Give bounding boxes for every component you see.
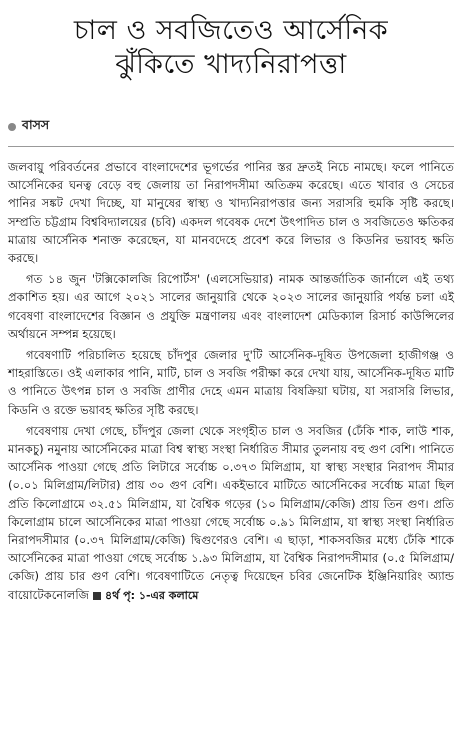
byline [8,118,454,136]
article-body [8,158,454,605]
paragraph-1: জলবায়ু পরিবর্তনের প্রভাবে বাংলাদেশের ভূগর্ভের পানির স্তর দ্রুতই নিচে নামছে। ফলে পানিতে আর্সেনিকের ঘনত্ব বেড়ে বহু জেলায় তা নিরাপদসীমা অতিক্রম করেছে। এতে খাবার ও সেচের পানির সঙ্কট দেখা দিচ্ছে, যা মানুষের স্বাস্থ্য ও খাদ্যনিরাপত্তার জন্য সরাসরি হুমকি সৃষ্টি করছে। সম্প্রতি চট্টগ্রাম বিশ্ববিদ্যালয়ের (চবি) একদল গবেষক দেশে উৎপাদিত চাল ও সবজিতেও ক্ষতিকর মাত্রায় আর্সেনিক শনাক্ত করেছেন, যা মানবদেহে প্রবেশ করে লিভার ও কিডনির ভয়াবহ ক্ষতি করছে। [8,160,454,266]
paragraph-3: গবেষণাটি পরিচালিত হয়েছে চাঁদপুর জেলার দু'টি আর্সেনিক-দূষিত উপজেলা হাজীগঞ্জ ও শাহরাস্তিতে। ওই এলাকার পানি, মাটি, চাল ও সবজি পরীক্ষা করে দেখা যায়, আর্সেনিক-দূষিত মাটি ও পানিতে উৎপন্ন চাল ও সবজি প্রাণীর দেহে এমন মাত্রায় বিষক্রিয়া ঘটায়, যা সরাসরি লিভার, কিডনি ও রক্তে ভয়াবহ ক্ষতির সৃষ্টি করছে। [8,348,454,417]
headline-line-2: ঝুঁকিতে খাদ্যনিরাপত্তা [115,49,347,80]
byline-source: বাসস [22,117,50,132]
paragraph-4-text: গবেষণায় দেখা গেছে, চাঁদপুর জেলা থেকে সংগৃহীত চাল ও সবজির (ঢেঁকি শাক, লাউ শাক, মানকচু) নমুনায় আর্সেনিকের মাত্রা বিশ্ব স্বাস্থ্য সংস্থা নির্ধারিত সীমার তুলনায় বহু গুণ বেশি। পানিতে আর্সেনিক পাওয়া গেছে প্রতি লিটারে সর্বোচ্চ ০.৩৭৩ মিলিগ্রাম, যা স্বাস্থ্য সংস্থার নিরাপদ সীমার (০.০১ মিলিগ্রাম/লিটার) প্রায় ৩০ গুণ বেশি। একইভাবে মাটিতে আর্সেনিকের সর্বোচ্চ মাত্রা ছিল প্রতি কিলোগ্রামে ৩২.৫১ মিলিগ্রাম, যা বৈশ্বিক গড়ের (১০ মিলিগ্রাম/কেজি) প্রায় তিন গুণ। প্রতি কিলোগ্রাম চালে আর্সেনিকের মাত্রা পাওয়া গেছে সর্বোচ্চ ০.৯১ মিলিগ্রাম, যা স্বাস্থ্য সংস্থা নির্ধারিত নিরাপদসীমার (০.৩৭ মিলিগ্রাম/কেজি) দ্বিগুণেরও বেশি। এ ছাড়া, শাকসবজির মধ্যে ঢেঁকি শাকে আর্সেনিকের মাত্রা পাওয়া গেছে সর্বোচ্চ ১.৯৩ মিলিগ্রাম, যা বৈশ্বিক নিরাপদসীমার (০.৫ মিলিগ্রাম/কেজি) প্রায় চার গুণ বেশি। গবেষণাটিতে নেতৃত্ব দিয়েছেন চবির জেনেটিক ইঞ্জিনিয়ারিং অ্যান্ড বায়োটেকনোলজি [8,423,454,602]
continuation-note[interactable] [89,589,198,602]
paragraph-4 [8,422,454,605]
paragraph-2: গত ১৪ জুন 'টক্সিকোলজি রিপোর্টস' (এলসেভিয়ার) নামক আন্তর্জাতিক জার্নালে এই তথ্য প্রকাশিত হয়। এর আগে ২০২১ সালের জানুয়ারি থেকে ২০২৩ সালের জানুয়ারি পর্যন্ত চলা এই গবেষণা বাংলাদেশের বিজ্ঞান ও প্রযুক্তি মন্ত্রণালয় এবং বাংলাদেশ মেডিক্যাল রিসার্চ কাউন্সিলের অর্থায়নে সম্পন্ন হয়েছে। [8,272,454,341]
square-icon [93,592,101,600]
headline-line-1: চাল ও সবজিতেও আর্সেনিক [73,15,389,46]
headline [8,0,454,82]
continuation-label: ৪র্থ পৃ: ১-এর কলামে [105,588,199,602]
bullet-icon [8,123,16,131]
divider [8,146,454,147]
